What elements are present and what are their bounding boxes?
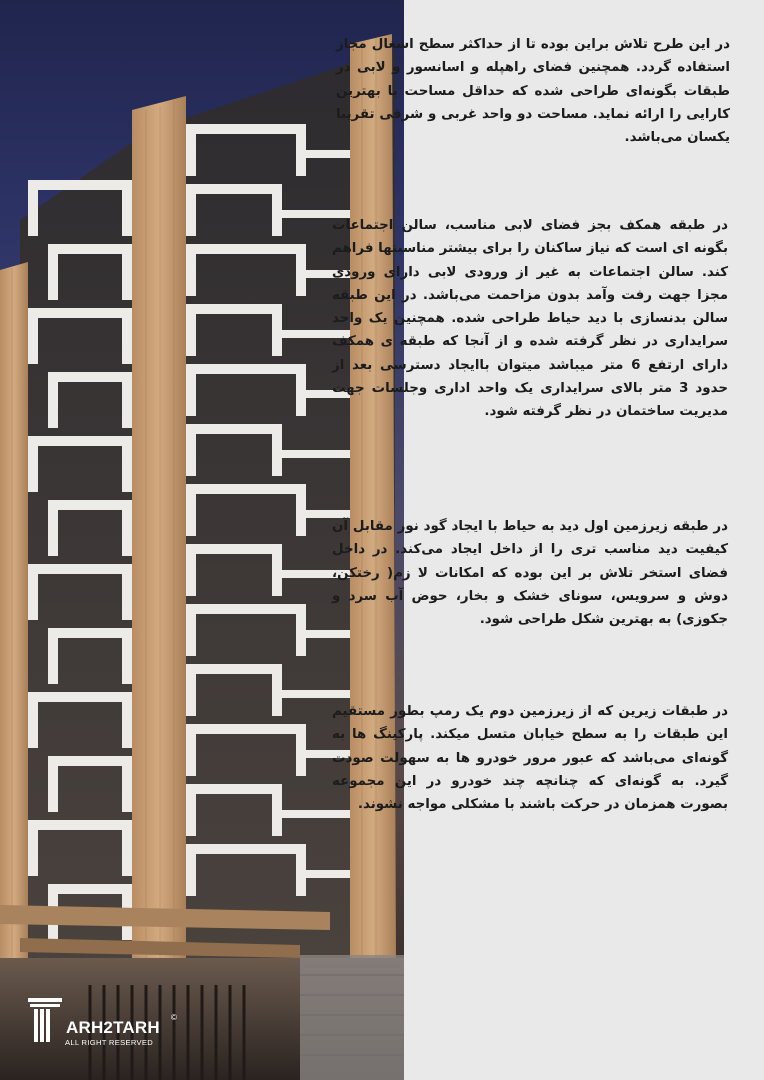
frame-side xyxy=(296,484,306,536)
frame-side xyxy=(272,664,282,716)
balcony-rail xyxy=(306,150,350,158)
paragraph-ground-floor: در طبقه همکف بجز فضای لابی مناسب، سالن اجتماعات بگونه ای است که نیاز ساکنان را برای بیشتر مناسبتها فراهم کند. سالن اجتماعات به غیر از ورودی لابی دارای ورودی مجزا جهت رفت وآمد بدون مزاحمت می‌باشد. در این طبقه سالن بدنسازی با دید حیاط طراحی شده. همچنین یک واحد سرایداری در نظر گرفته شده و از آنجا که طبقه ی همکف دارای ارتفع 6 متر میباشد میتوان باایجاد دسترسی بعد از حدود 3 متر بالای سرایداری یک واحد اداری وجلسات جهت مدیریت ساختمان در نظر گرفته شود. xyxy=(332,218,728,420)
frame-side xyxy=(28,436,38,492)
frame-side xyxy=(186,784,196,836)
paragraph-parking: در طبقات زیرین که از زیرزمین دوم یک رمپ بطور مستقیم این طبقات را به سطح خیابان متسل میکند. پارکینگ ها به گونه‌ای می‌باشد که عبور مرور خودرو ها به سهولت صودت گیرد. به گونه‌ای که چنانچه چند خودرو در این مجموعه بصورت همزمان در حرکت باشند با مشکلی مواجه نشوند. xyxy=(332,704,728,813)
frame-slab xyxy=(186,244,306,254)
frame-slab xyxy=(186,724,306,734)
frame-side xyxy=(122,756,132,812)
frame-side xyxy=(186,844,196,896)
frame-slab xyxy=(28,308,132,318)
frame-side xyxy=(28,308,38,364)
frame-side xyxy=(122,628,132,684)
balcony-rail xyxy=(282,690,350,698)
frame-side xyxy=(296,364,306,416)
frame-side xyxy=(48,756,58,812)
frame-slab xyxy=(186,424,282,434)
frame-side xyxy=(186,724,196,776)
frame-side xyxy=(272,544,282,596)
frame-slab xyxy=(186,844,306,854)
frame-side xyxy=(296,244,306,296)
frame-side xyxy=(186,544,196,596)
frame-slab xyxy=(186,784,282,794)
frame-slab xyxy=(48,500,132,510)
side-wall xyxy=(300,955,404,1080)
frame-side xyxy=(48,628,58,684)
frame-slab xyxy=(186,544,282,554)
frame-side xyxy=(186,124,196,176)
frame-side xyxy=(296,844,306,896)
frame-slab xyxy=(186,184,282,194)
frame-side xyxy=(122,692,132,748)
frame-side xyxy=(272,304,282,356)
paragraph-layout: در این طرح تلاش براین بوده تا از حداکثر سطح اشغال مجاز استفاده گردد. همچنین فضای راهپله و اسانسور و لابی در طبقات بگونه‌ای طراحی شده که حداقل مساحت با بهترین کارایی را ارائه نماید. مساحت دو واحد غربی و شرقی تقریبا یکسان می‌باشد. xyxy=(336,37,730,146)
frame-side xyxy=(186,184,196,236)
frame-slab xyxy=(48,244,132,254)
frame-slab xyxy=(186,364,306,374)
balcony-rail xyxy=(282,450,350,458)
frame-side xyxy=(122,372,132,428)
frame-slab xyxy=(48,628,132,638)
frame-slab xyxy=(48,372,132,382)
column-logo-icon xyxy=(28,998,62,1042)
stone-pilaster-left xyxy=(0,262,28,960)
stone-pilaster-right xyxy=(350,34,396,960)
frame-side xyxy=(122,820,132,876)
arh2tarh-logo xyxy=(28,998,188,1050)
frame-side xyxy=(272,424,282,476)
frame-side xyxy=(122,180,132,236)
logo-name: ARH2TARH xyxy=(66,1018,160,1037)
frame-slab xyxy=(186,124,306,134)
frame-side xyxy=(48,500,58,556)
stone-pilaster-center xyxy=(132,96,186,980)
frame-slab xyxy=(186,664,282,674)
frame-slab xyxy=(28,436,132,446)
frame-slab xyxy=(186,604,306,614)
frame-side xyxy=(28,564,38,620)
balcony-rail xyxy=(306,870,350,878)
frame-side xyxy=(296,604,306,656)
frame-side xyxy=(48,244,58,300)
frame-side xyxy=(272,784,282,836)
frame-slab xyxy=(186,304,282,314)
frame-slab xyxy=(186,484,306,494)
frame-slab xyxy=(48,756,132,766)
frame-side xyxy=(296,124,306,176)
frame-side xyxy=(186,424,196,476)
frame-slab xyxy=(28,692,132,702)
frame-side xyxy=(122,564,132,620)
frame-side xyxy=(186,364,196,416)
frame-side xyxy=(122,308,132,364)
frame-side xyxy=(28,820,38,876)
frame-side xyxy=(28,692,38,748)
frame-slab xyxy=(28,180,132,190)
frame-side xyxy=(122,500,132,556)
frame-slab xyxy=(28,820,132,830)
frame-slab xyxy=(48,884,132,894)
frame-slab xyxy=(28,564,132,574)
logo-tagline: ALL RIGHT RESERVED xyxy=(65,1038,153,1047)
frame-side xyxy=(186,244,196,296)
frame-side xyxy=(28,180,38,236)
frame-side xyxy=(186,664,196,716)
frame-side xyxy=(186,484,196,536)
frame-side xyxy=(296,724,306,776)
paragraph-basement: در طبقه زیرزمین اول دید به حیاط با ایجاد گود نور مقابل آن کیفیت دید مناسب تری را از داخل ایجاد می‌کند. در داخل فضای استخر تلاش بر این بوده که امکانات لا زم( رختکن، دوش و سرویس، سونای خشک و بخار، حوض آب سرد و جکوزی) به بهترین شکل طراحی شود. xyxy=(332,519,728,628)
frame-side xyxy=(186,604,196,656)
frame-side xyxy=(272,184,282,236)
frame-side xyxy=(48,372,58,428)
frame-side xyxy=(186,304,196,356)
frame-side xyxy=(122,244,132,300)
logo-copyright: © xyxy=(171,1013,177,1022)
frame-side xyxy=(122,436,132,492)
